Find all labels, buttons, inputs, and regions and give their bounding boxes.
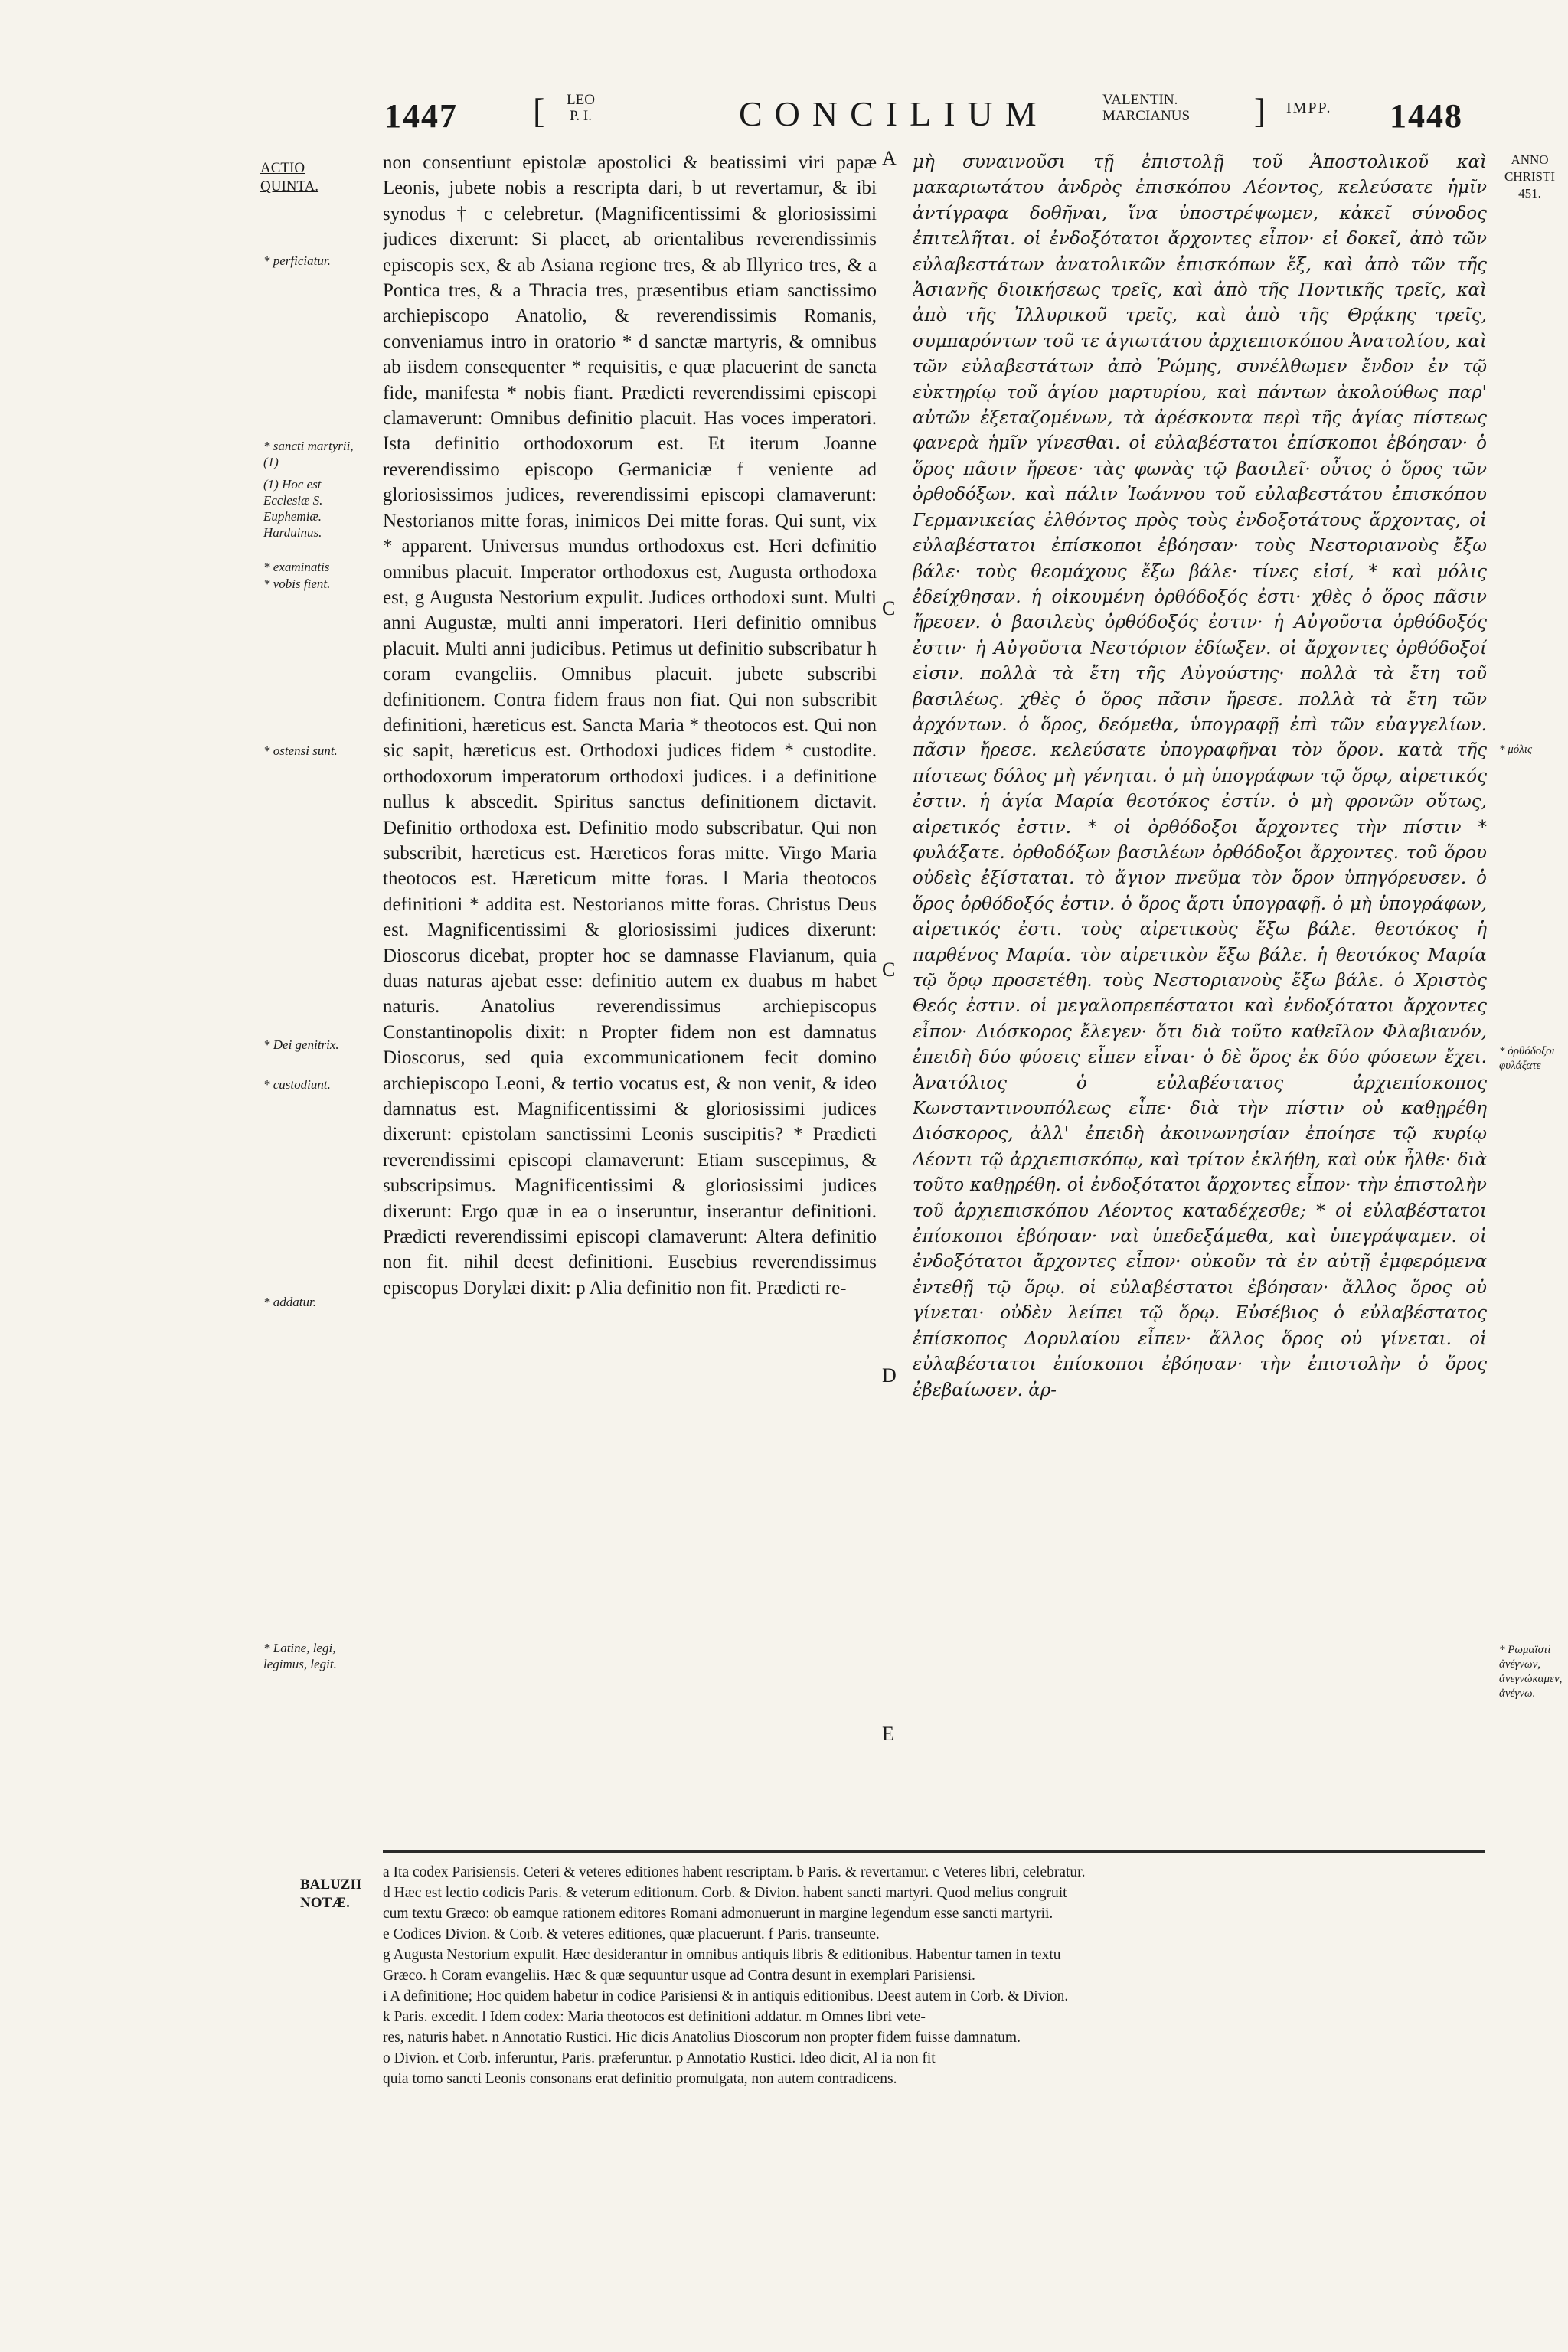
greek-text: μὴ συναινοῦσι τῇ ἐπιστολῇ τοῦ Ἀποστολικοῦ καὶ μακαριωτάτου ἀνδρὸς ἐπισκόπου Λέοντος, κελεύσατε ἡμῖν ἀντίγραφα δοθῆναι, ἵνα ὑποστρέψωμεν, κἀκεῖ σύνοδος ἐπιτελῆται. οἱ ἐνδοξότατοι ἄρχοντες εἶπον· εἰ δοκεῖ, ἀπὸ τῶν εὐλαβεστάτων ἀνατολικῶν ἐπισκόπων ἕξ, καὶ ἀπὸ τῶν τῆς Ἀσιανῆς διοικήσεως τρεῖς, καὶ ἀπὸ τῆς Ποντικῆς τρεῖς, καὶ ἀπὸ τῆς Ἰλλυρικοῦ τρεῖς, καὶ ἀπὸ τῆς Θρᾴκης τρεῖς, συμπαρόντων τοῦ τε ἁγιωτάτου ἀρχιεπισκόπου Ἀνατολίου, καὶ τῶν εὐλαβεστάτων ἀπὸ Ῥώμης, συνέλθωμεν ἔνδον ἐν τῷ εὐκτηρίῳ τοῦ ἁγίου μαρτυρίου, καὶ πάντων ἀκολούθως παρ' αὐτῶν ἐξεταζομένων, τὰ ἀρέσκοντα περὶ τῆς ἁγίας πίστεως φανερὰ ἡμῖν γίνεσθαι. οἱ εὐλαβέστατοι ἐπίσκοποι ἐβόησαν· ὁ ὅρος πᾶσιν ἤρεσε· τὰς φωνὰς τῷ βασιλεῖ· οὗτος ὁ ὅρος τῶν ὀρθοδόξων. καὶ πάλιν Ἰωάννου τοῦ εὐλαβεστάτου ἐπισκόπου Γερμανικείας ἐλθόντος πρὸς τοὺς ἐνδοξοτάτους ἄρχοντας, οἱ εὐλαβέστατοι ἐπίσκοποι ἐβόησαν· τοὺς Νεστοριανοὺς ἔξω βάλε· τοὺς θεομάχους ἔξω βάλε· τίνες εἰσί, * καὶ μόλις ἐδείχθησαν. ἡ οἰκουμένη ὀρθόδοξός ἐστι· χθὲς ὁ ὅρος πᾶσιν ἤρεσεν. ὁ βασιλεὺς ὀρθόδοξός ἐστιν· ἡ Αὐγοῦστα ὀρθόδοξός ἐστιν· ἡ Αὐγοῦστα Νεστόριον ἐδίωξεν. οἱ ἄρχοντες ὀρθόδοξοί εἰσιν. πολλὰ τὰ ἔτη τῆς Αὐγούστης· πολλὰ τὰ ἔτη τοῦ βασιλέως. χθὲς ὁ ὅρος πᾶσιν ἤρεσε. πολλὰ τὰ ἔτη τῶν ἀρχόντων. ὁ ὅρος, δεόμεθα, ὑπογραφῇ ἐπὶ τῶν εὐαγγελίων. πᾶσιν ἤρεσε. κελεύσατε ὑπογραφῆναι τὸν ὅρον. κατὰ τῆς πίστεως δόλος μὴ γένηται. ὁ μὴ ὑπογράφων τῷ ὅρῳ, αἱρετικός ἐστιν. ἡ ἁγία Μαρία θεοτόκος ἐστίν. ὁ μὴ φρονῶν οὕτως, αἱρετικός ἐστιν. * οἱ ὀρθόδοξοι ἄρχοντες τὴν πίστιν * φυλάξατε. ὀρθοδόξων βασιλέων ὀρθόδοξοι ἄρχοντες. τοῦ ὅρου οὐδεὶς ἐξίσταται. τὸ ἅγιον πνεῦμα τὸν ὅρον ὑπηγόρευσεν. ὁ ὅρος ὀρθόδοξός ἐστιν. ὁ ὅρος ἄρτι ὑπογραφῇ. ὁ μὴ ὑπογράφων, αἱρετικός ἐστι. τοὺς αἱρετικοὺς ἔξω βάλε. θεοτόκος ἡ παρθένος Μαρία. τὸν αἱρετικὸν ἔξω βάλε. ἡ θεοτόκος Μαρία τῷ ὅρῳ προσετέθη. τοὺς Νεστοριανοὺς ἔξω βάλε. ὁ Χριστὸς Θεός ἐστιν. οἱ μεγαλοπρεπέστατοι καὶ ἐνδοξότατοι ἄρχοντες εἶπον· Διόσκορος ἔλεγεν· ὅτι διὰ τοῦτο καθεῖλον Φλαβιανόν, ἐπειδὴ δύο φύσεις εἶπεν εἶναι· ὁ δὲ ὅρος ἐκ δύο φύσεων ἔχει. Ἀνατόλιος ὁ εὐλαβέστατος ἀρχιεπίσκοπος Κωνσταντινουπόλεως εἶπε· διὰ τὴν πίστιν οὐ καθῃρέθη Διόσκορος, ἀλλ' ἐπειδὴ ἀκοινωνησίαν ἐποίησε τῷ κυρίῳ Λέοντι τῷ ἀρχιεπισκόπῳ, καὶ τρίτον ἐκλήθη, καὶ οὐκ ἦλθε· διὰ τοῦτο καθῃρέθη. οἱ ἐνδοξότατοι ἄρχοντες εἶπον· τὴν ἐπιστολὴν τοῦ ἀρχιεπισκόπου Λέοντος καταδέχεσθε; * οἱ εὐλαβέστατοι ἐπίσκοποι ἐβόησαν· ναὶ ὑπεδεξάμεθα, καὶ ὑπεγράψαμεν. οἱ ἐνδοξότατοι ἄρχοντες εἶπον· οὐκοῦν τὰ ἐν αὐτῇ ἐμφερόμενα ἐντεθῇ τῷ ὅρῳ. οἱ εὐλαβέστατοι ἐβόησαν· ἄλλος ὅρος οὐ γίνεται· οὐδὲν λείπει τῷ ὅρῳ. Εὐσέβιος ὁ εὐλαβέστατος ἐπίσκοπος Δορυλαίου εἶπεν· ἄλλος ὅρος οὐ γίνεται. οἱ εὐλαβέστατοι ἐπίσκοποι ἐβόησαν· τὴν ἐπιστολὴν ὁ ὅρος ἐβεβαίωσεν. ἀρ-: [913, 152, 1487, 1400]
margin-note: * custodiunt.: [263, 1077, 331, 1092]
footnote-line: Græco. h Coram evangeliis. Hæc & quæ sequuntur usque ad Contra desunt in exemplari Parisiensi.: [383, 1968, 975, 1984]
anno-line1: ANNO: [1511, 152, 1549, 167]
footnote-line: k Paris. excedit. l Idem codex: Maria theotocos est definitioni addatur. m Omnes libri vete-: [383, 2009, 926, 2025]
footnote-line: o Divion. et Corb. inferuntur, Paris. præferuntur. p Annotatio Rustici. Ideo dicit, Al ia non fit: [383, 2050, 936, 2066]
greek-column: [913, 150, 1487, 1842]
margin-note: * ostensi sunt.: [263, 743, 338, 758]
running-title: CONCILIUM: [739, 94, 1049, 133]
margin-note-right: * μόλις: [1499, 743, 1533, 756]
footnote-line: quia tomo sancti Leonis consonans erat definitio promulgata, non autem contradicens.: [383, 2071, 897, 2087]
margin-note-right: * Ρωμαϊστὶ ἀνέγνων, ἀνεγνώκαμεν, ἀνέγνω.: [1499, 1644, 1563, 1700]
page-number-left: 1447: [384, 97, 458, 135]
latin-column: [383, 150, 877, 1842]
notes-label: [300, 1876, 361, 1913]
anno-label: [1499, 152, 1560, 202]
footnote-line: res, naturis habet. n Annotatio Rustici. Hic dicis Anatolius Dioscorum non propter fidem fuisse damnatum.: [383, 2030, 1021, 2046]
notes-label-line2: NOTÆ.: [300, 1895, 350, 1911]
bracket-right: ]: [1254, 91, 1266, 130]
margin-note: * Dei genitrix.: [263, 1037, 339, 1052]
actio-line2: QUINTA.: [260, 178, 319, 194]
footnotes: [383, 1862, 1493, 2089]
anno-line3: 451.: [1518, 186, 1541, 201]
section-letter-c: C: [882, 597, 896, 619]
margin-note: * addatur.: [263, 1295, 316, 1309]
leo-top: LEO: [567, 92, 595, 108]
page-number-right: 1448: [1390, 97, 1463, 135]
actio-label: [260, 159, 318, 196]
actio-line1: ACTIO: [260, 160, 305, 176]
footnote-line: a Ita codex Parisiensis. Ceteri & veteres editiones habent rescriptam. b Paris. & revertamur. c Veteres libri, celebratur.: [383, 1864, 1086, 1880]
section-letter-d: D: [882, 1364, 897, 1387]
rulers-bottom: MARCIANUS: [1102, 108, 1191, 124]
leo-label: [567, 92, 595, 124]
footnote-line: cum textu Græco: ob eamque rationem editores Romani admonuerunt in margine legendum esse sancti martyrii.: [383, 1906, 1054, 1922]
footnote-line: g Augusta Nestorium expulit. Hæc desiderantur in omnibus antiquis libris & editionibus. Habentur tamen in textu: [383, 1947, 1061, 1963]
running-head: [0, 92, 1568, 138]
latin-text: non consentiunt epistolæ apostolici & beatissimi viri papæ Leonis, jubete nobis a rescripta dari, b ut revertamur, & ibi synodus † c celebretur. (Magnificentissimi & gloriosissimi judices dixerunt: Si placet, ab orientalibus reverendissimis episcopis sex, & ab Asiana regione tres, & ab Illyrico tres, & a Pontica tres, & a Thracia tres, præsentibus etiam sanctissimo archiepiscopo Anatolio, & reverendissimis Romanis, conveniamus intro in oratorio * d sanctæ martyris, & omnibus ab iisdem consequenter * requisitis, e quæ placuerint de sancta fide, manifesta * nobis fiant. Prædicti reverendissimi episcopi clamaverunt: Omnibus definitio placuit. Has voces imperatori. Ista definitio orthodoxorum est. Et iterum Joanne reverendissimo episcopo Germaniciæ f veniente ad gloriosissimos judices, reverendissimi episcopi clamaverunt: Nestorianos mitte foras, inimicos Dei mitte foras. Qui sunt, vix * apparent. Universus mundus orthodoxus est. Heri definitio omnibus placuit. Imperator orthodoxus est, Augusta orthodoxa est, g Augusta Nestorium expulit. Judices orthodoxi sunt. Multi anni Augustæ, multi anni imperatori. Heri definitio omnibus placuit. Multi anni judicibus. Petimus ut definitio subscribatur h coram evangeliis. Omnibus placuit. jubete subscribi definitionem. Contra fidem fraus non fiat. Qui non subscribit definitioni, hæreticus est. Sancta Maria * theotocos est. Qui non sic sapit, hæreticus est. Orthodoxi judices fidem * custodite. orthodoxorum imperatorum orthodoxi judices. i a definitione nullus k abscedit. Spiritus sanctus definitionem dictavit. Definitio orthodoxa est. Definitio modo subscribatur. Qui non subscribit, hæreticus est. Hæreticos foras mitte. Virgo Maria theotocos est. Hæreticum mitte foras. l Maria theotocos definitioni * addita est. Nestorianos mitte foras. Christus Deus est. Magnificentissimi & gloriosissimi judices dixerunt: Dioscorus dicebat, propter hoc se damnasse Flavianum, quia duas naturas ajebat esse: definitio autem ex duabus m habet naturis. Anatolius reverendissimus archiepiscopus Constantinopolis dixit: n Propter fidem non est damnatus Dioscorus, sed quia excommunicationem fecit domino archiepiscopo Leoni, & tertio vocatus est, & non venit, & ideo damnatus est. Magnificentissimi & gloriosissimi judices dixerunt: epistolam sanctissimi Leonis suscipitis? * Prædicti reverendissimi episcopi clamaverunt: Etiam suscepimus, & subscripsimus. Magnificentissimi & gloriosissimi judices dixerunt: Ergo quæ in ea o inseruntur, inserantur definitioni. Prædicti reverendissimi episcopi clamaverunt: Altera definitio non fit. nihil deest definitioni. Eusebius reverendissimus episcopus Dorylæi dixit: p Alia definitio non fit. Prædicti re-: [383, 152, 877, 1298]
margin-note: * vobis fient.: [263, 577, 331, 591]
rulers-label: [1102, 92, 1190, 124]
impp-label: IMPP.: [1286, 100, 1332, 116]
footnote-divider: [383, 1850, 1485, 1853]
notes-label-line1: BALUZII: [300, 1877, 362, 1893]
anno-line2: CHRISTI: [1504, 169, 1556, 184]
section-letter-c: C: [882, 959, 896, 981]
margin-note: * perficiatur.: [263, 253, 331, 268]
leo-bottom: P. I.: [569, 108, 592, 124]
margin-note: (1) Hoc est Ecclesiæ S. Euphemiæ. Harduinus.: [263, 477, 323, 540]
section-letter-a: A: [882, 147, 897, 169]
section-letter-e: E: [882, 1723, 894, 1745]
footnote-line: d Hæc est lectio codicis Paris. & veterum editionum. Corb. & Divion. habent sancti martyri. Quod melius congruit: [383, 1885, 1067, 1901]
rulers-top: VALENTIN.: [1102, 92, 1178, 108]
footnote-line: i A definitione; Hoc quidem habetur in codice Parisiensi & in antiquis editionibus. Deest autem in Corb. & Divion.: [383, 1988, 1069, 2004]
footnote-line: e Codices Divion. & Corb. & veteres editiones, quæ placuerunt. f Paris. transeunte.: [383, 1926, 880, 1942]
margin-note: * Latine, legi, legimus, legit.: [263, 1641, 337, 1671]
margin-note: * sancti martyrii, (1): [263, 439, 354, 469]
bracket-left: [: [533, 91, 545, 130]
margin-note-right: * ὀρθόδοξοι φυλάξατε: [1499, 1045, 1555, 1072]
margin-note: * examinatis: [263, 560, 330, 574]
